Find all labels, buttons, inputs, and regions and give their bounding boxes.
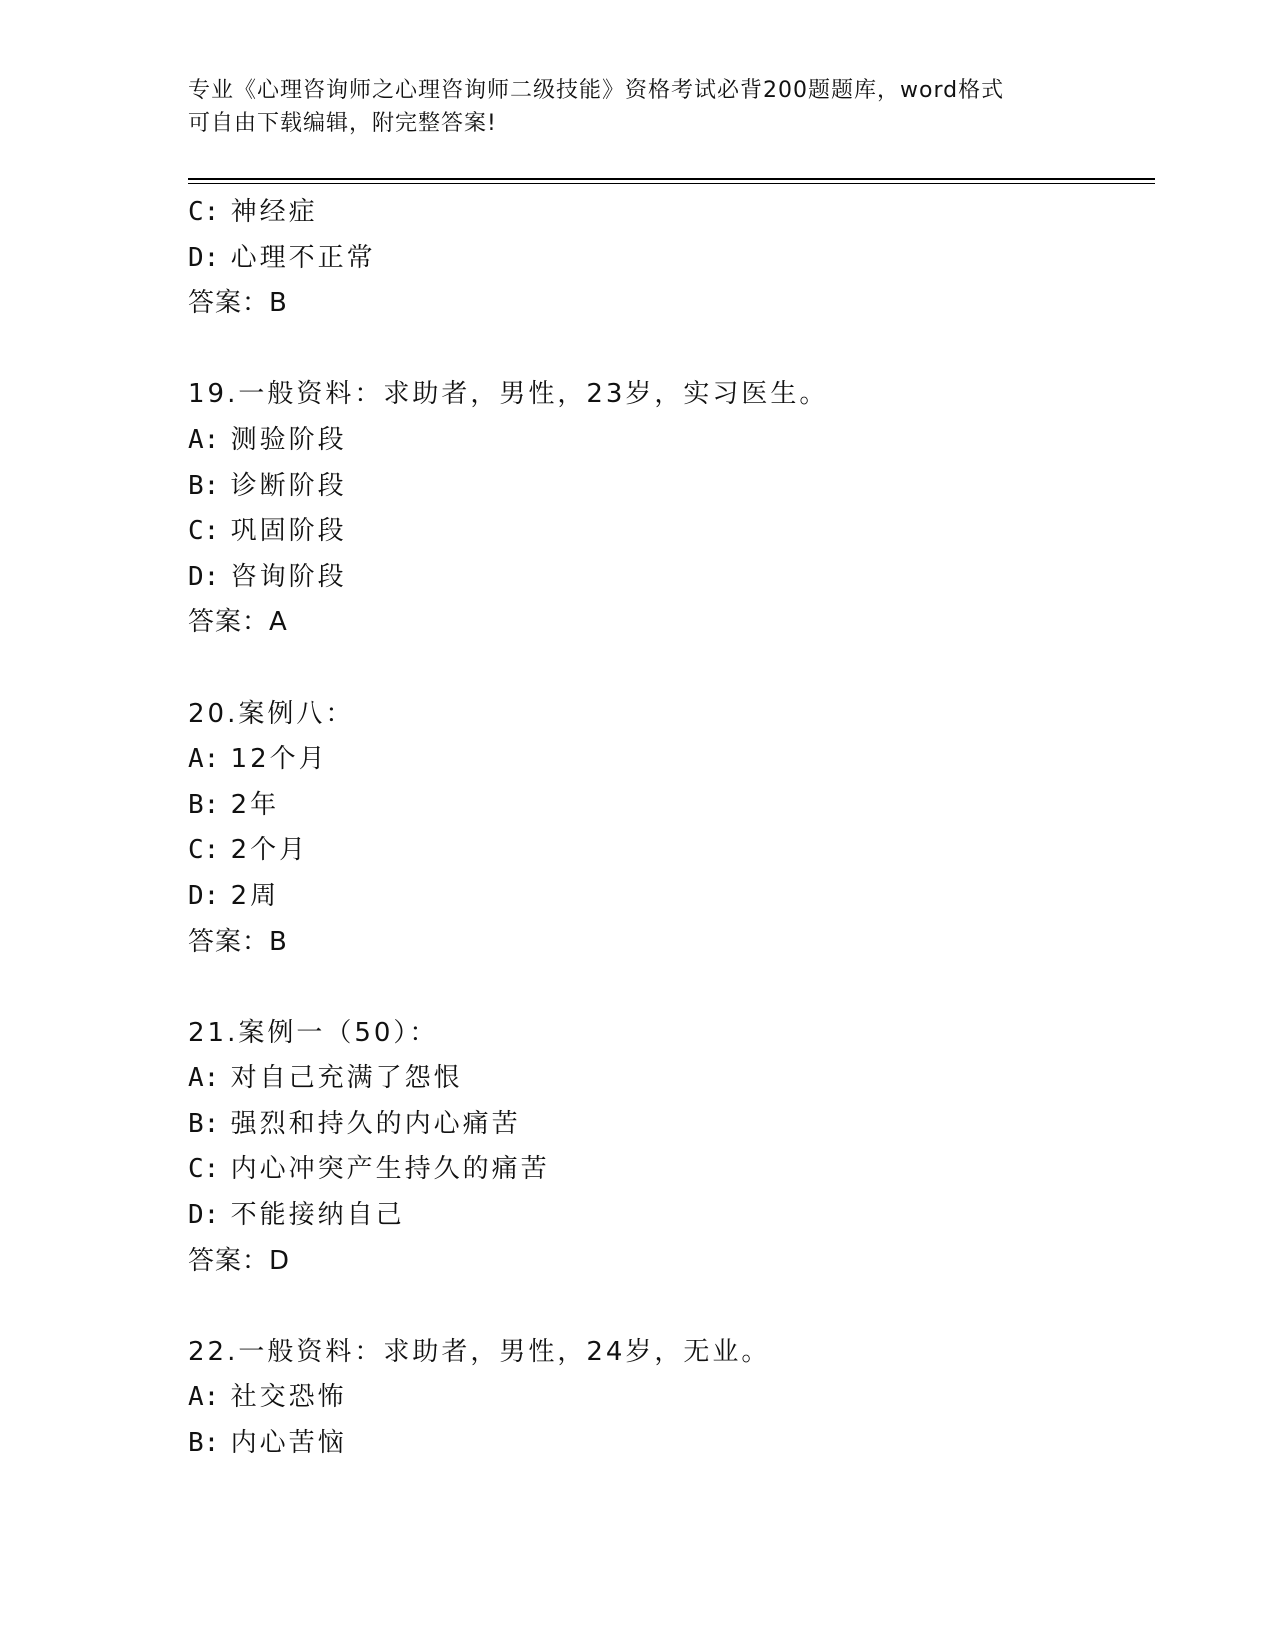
- answer: 答案：B: [188, 288, 288, 319]
- option-a: A: 社交恐怖: [188, 1382, 347, 1413]
- answer: 答案：A: [188, 607, 288, 638]
- option-d: D: 心理不正常: [188, 242, 376, 273]
- option-text: 对自己充满了怨恨: [230, 1063, 463, 1094]
- question-18-continued: [188, 190, 1148, 327]
- option-text: 12个月: [230, 744, 328, 775]
- option-text: 2周: [230, 880, 280, 911]
- option-b: B: 诊断阶段: [188, 470, 347, 501]
- option-a: A: 测验阶段: [188, 424, 347, 455]
- option-text: 社交恐怖: [230, 1382, 347, 1413]
- option-a: A: 对自己充满了怨恨: [188, 1063, 463, 1094]
- header-divider-thin: [188, 183, 1155, 184]
- document-header: [188, 74, 1068, 140]
- question-list: [188, 190, 1148, 1467]
- question-22: [188, 1330, 1148, 1467]
- option-text: 内心苦恼: [230, 1428, 347, 1459]
- header-title-line-2: 可自由下载编辑，附完整答案!: [188, 111, 497, 136]
- option-text: 测验阶段: [230, 424, 347, 455]
- option-text: 咨询阶段: [230, 561, 347, 592]
- question-stem: 22.一般资料：求助者，男性，24岁，无业。: [188, 1336, 771, 1367]
- option-d: D: 不能接纳自己: [188, 1200, 405, 1231]
- question-20: [188, 692, 1148, 966]
- option-c: C: 2个月: [188, 835, 309, 866]
- option-text: 巩固阶段: [230, 516, 347, 547]
- option-text: 2个月: [230, 835, 309, 866]
- option-b: B: 强烈和持久的内心痛苦: [188, 1108, 521, 1139]
- question-stem: 20.案例八：: [188, 698, 355, 729]
- answer: 答案：D: [188, 1245, 291, 1276]
- option-text: 2年: [230, 789, 280, 820]
- option-d: D: 2周: [188, 880, 280, 911]
- option-b: B: 内心苦恼: [188, 1428, 347, 1459]
- option-d: D: 咨询阶段: [188, 561, 347, 592]
- header-title-line-1: 专业《心理咨询师之心理咨询师二级技能》资格考试必背200题题库，word格式: [188, 78, 1005, 103]
- option-c: C: 神经症: [188, 197, 318, 227]
- question-stem: 21.案例一（50）：: [188, 1017, 439, 1048]
- question-21: [188, 1011, 1148, 1285]
- option-c: C: 内心冲突产生持久的痛苦: [188, 1154, 550, 1185]
- option-a: A: 12个月: [188, 744, 328, 775]
- question-stem: 19.一般资料：求助者，男性，23岁，实习医生。: [188, 379, 829, 410]
- option-text: 不能接纳自己: [230, 1200, 405, 1231]
- question-19: [188, 372, 1148, 646]
- answer: 答案：B: [188, 926, 288, 957]
- option-text: 心理不正常: [230, 242, 376, 273]
- option-text: 内心冲突产生持久的痛苦: [230, 1154, 550, 1185]
- option-c: C: 巩固阶段: [188, 516, 347, 547]
- option-text: 强烈和持久的内心痛苦: [230, 1108, 521, 1139]
- option-text: 诊断阶段: [230, 470, 347, 501]
- option-text: 神经症: [230, 197, 318, 227]
- option-b: B: 2年: [188, 789, 280, 820]
- header-divider-thick: [188, 178, 1155, 180]
